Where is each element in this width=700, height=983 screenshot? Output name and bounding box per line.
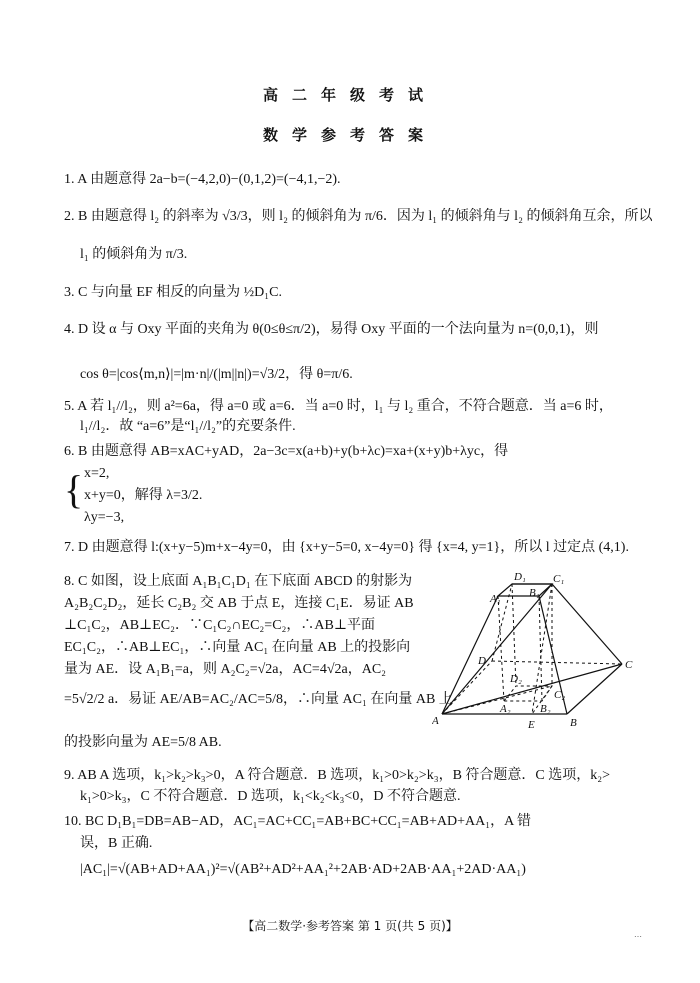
answer-1: 1. A 由题意得 2a−b=(−4,2,0)−(0,1,2)=(−4,1,−2). [64,172,341,187]
answer-4-line-1: 4. D 设 α 与 Oxy 平面的夹角为 θ(0≤θ≤π/2)，易得 Oxy 平面的一个法向量为 n=(0,0,1)，则 [64,322,599,337]
answer-6-eq-2: x+y=0，解得 λ=3/2. [84,488,203,503]
label-E: E [528,719,535,731]
label-C2: C₂ [554,689,566,701]
answer-10-line-3: |AC₁|=√(AB+AD+AA₁)²=√(AB²+AD²+AA₁²+2AB·AD+2AB·AA₁+2AD·AA₁) [80,862,526,877]
corner-mark: … [634,930,642,939]
answer-8-line-6: =5√2/2 a．易证 AE/AB=AC₂/AC=5/8，∴向量 AC₁ 在向量 AB 上 [64,692,453,707]
answer-6-eq-1: x=2, [84,466,110,481]
answer-2-line-2: l₁ 的倾斜角为 π/3. [80,247,188,262]
answer-7: 7. D 由题意得 l:(x+y−5)m+x−4y=0，由 {x+y−5=0, x−4y=0} 得 {x=4, y=1}，所以 l 过定点 (4,1). [64,540,629,555]
page-subtitle: 数学参考答案 [262,126,437,144]
answer-8-line-5: 量为 AE．设 A₁B₁=a，则 A₂C₂=√2a，AC=4√2a，AC₂ [64,662,387,677]
answer-5-line-1: 5. A 若 l₁//l₂，则 a²=6a，得 a=0 或 a=6．当 a=0 时，l₁ 与 l₂ 重合，不符合题意．当 a=6 时， [64,399,613,414]
label-A2: A₂ [500,703,511,715]
answer-8-line-2: A₂B₂C₂D₂，延长 C₂B₂ 交 AB 于点 E，连接 C₁E．易证 AB [64,596,414,611]
answer-8-line-4: EC₁C₂，∴AB⊥EC₁，∴向量 AC₁ 在向量 AB 上的投影向 [64,640,411,655]
answer-6-line-1: 6. B 由题意得 AB=xAC+yAD，2a−3c=x(a+b)+y(b+λc)=xa+(x+y)b+λyc，得 [64,444,509,459]
label-D1: D₁ [514,571,526,583]
answer-4-line-2: cos θ=|cos⟨m,n⟩|=|m·n|/(|m||n|)=√3/2，得 θ=π/6. [80,367,353,382]
answer-5-line-2: l₁//l₂．故 “a=6”是“l₁//l₂”的充要条件. [80,419,296,434]
answer-10-line-2: 误，B 正确. [80,836,153,851]
label-B2: B₂ [540,703,551,715]
frustum-figure [432,566,642,756]
label-B: B [570,717,577,729]
answer-9-line-1: 9. AB A 选项，k₁>k₂>k₃>0，A 符合题意．B 选项，k₁>0>k₂>k₃，B 符合题意．C 选项，k₂> [64,768,611,783]
answer-8-line-7: 的投影向量为 AE=5/8 AB. [64,735,222,750]
answer-9-line-2: k₁>0>k₃，C 不符合题意．D 选项，k₁<k₂<k₃<0，D 不符合题意. [80,789,461,804]
brace-system-6: { [64,467,84,512]
label-D2: D₂ [510,673,522,685]
label-B1: B₁ [529,587,540,599]
answer-6-eq-3: λy=−3, [84,510,125,525]
label-A: A [432,715,439,727]
page-title: 高二年级考试 [262,86,437,104]
label-D: D [478,655,486,667]
answer-8-line-1: 8. C 如图，设上底面 A₁B₁C₁D₁ 在下底面 ABCD 的射影为 [64,574,413,589]
label-C: C [625,659,633,671]
page-footer: 【高二数学·参考答案 第 1 页(共 5 页)】 [242,919,458,933]
label-C1: C₁ [553,573,565,585]
label-A1: A₁ [490,593,501,605]
answer-8-line-3: ⊥C₁C₂，AB⊥EC₂．∵C₁C₂∩EC₂=C₂，∴AB⊥平面 [64,618,376,633]
answer-2-line-1: 2. B 由题意得 l₂ 的斜率为 √3/3，则 l₂ 的倾斜角为 π/6．因为 l₁ 的倾斜角与 l₂ 的倾斜角互余，所以 [64,209,653,224]
answer-3: 3. C 与向量 EF 相反的向量为 ½D₁C. [64,285,283,300]
answer-10-line-1: 10. BC D₁B₁=DB=AB−AD，AC₁=AC+CC₁=AB+BC+CC₁=AB+AD+AA₁，A 错 [64,814,531,829]
